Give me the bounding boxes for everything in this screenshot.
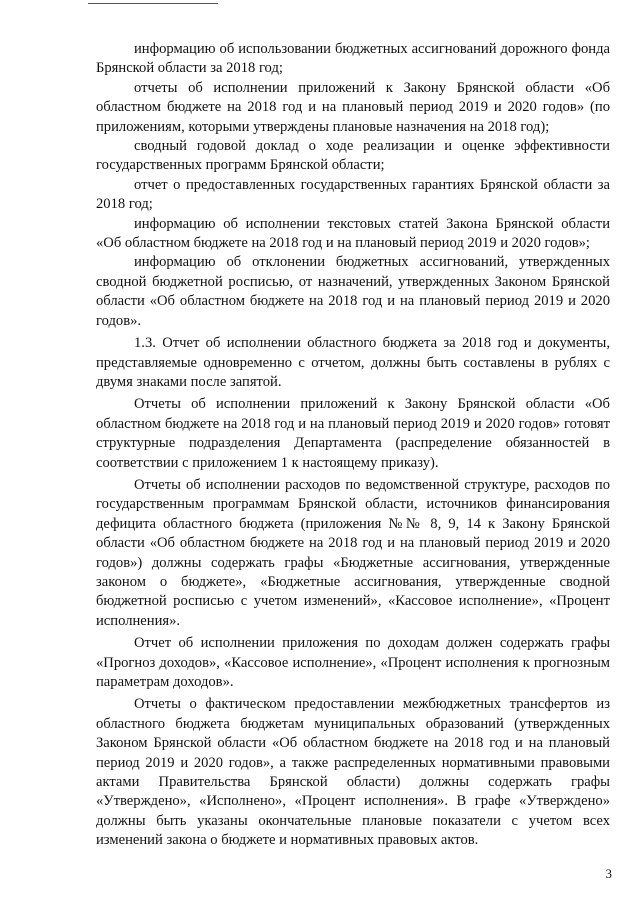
paragraph-deviations: информацию об отклонении бюджетных ассигнований, утвержденных сводной бюджетной росписью, от назначений, утвержденных Законом Брянской области «Об областном бюджете на 2018 год и на плановый период 2019 и 2020 годов».: [96, 254, 610, 329]
document-body: [96, 40, 610, 851]
paragraph-transfers-report: Отчеты о фактическом предоставлении межбюджетных трансфертов из областного бюджета бюджетам муниципальных образований (утвержденных Законом Брянской области «Об областном бюджете на 2018 год и на плановый период 2019 и 2020 годов», а также распределенных нормативными правовыми актами Правительства Брянской области) должны содержать графы «Утверждено», «Исполнено», «Процент исполнения». В графе «Утверждено» должны быть указаны окончательные плановые показатели с учетом всех изменений закона о бюджете и нормативных правовых актов.: [96, 696, 610, 849]
paragraph-text-articles: информацию об исполнении текстовых статей Закона Брянской области «Об областном бюджете на 2018 год и на плановый период 2019 и 2020 годов»;: [96, 215, 610, 252]
paragraph-law-appendices-reports: отчеты об исполнении приложений к Закону Брянской области «Об областном бюджете на 2018 год и на плановый период 2019 и 2020 годов» (по приложениям, которыми утверждены плановые назначения на 2018 год);: [96, 79, 610, 135]
paragraph-section-1-3: 1.3. Отчет об исполнении областного бюджета за 2018 год и документы, представляемые одновременно с отчетом, должны быть составлены в рублях с двумя знаками после запятой.: [96, 335, 610, 390]
paragraph-structural-units: Отчеты об исполнении приложений к Закону Брянской области «Об областном бюджете на 2018 год и на плановый период 2019 и 2020 годов» готовят структурные подразделения Департамента (распределение обязанностей в соответствии с приложением 1 к настоящему приказу).: [96, 396, 610, 471]
top-rule: [88, 3, 218, 4]
paragraph-state-guarantees: отчет о предоставленных государственных гарантиях Брянской области за 2018 год;: [96, 176, 610, 213]
paragraph-expenditure-reports: Отчеты об исполнении расходов по ведомственной структуре, расходов по государственным программам Брянской области, источников финансирования дефицита областного бюджета (приложения №№ 8, 9, 14 к Закону Брянской области «Об областном бюджете на 2018 год и на плановый период 2019 и 2020 годов») должны содержать графы «Бюджетные ассигнования, утвержденные законом о бюджете», «Бюджетные ассигнования, утвержденные сводной бюджетной росписью с учетом изменений», «Кассовое исполнение», «Процент исполнения».: [96, 476, 610, 629]
paragraph-road-fund: информацию об использовании бюджетных ассигнований дорожного фонда Брянской области за 2018 год;: [96, 41, 610, 77]
paragraph-annual-report: сводный годовой доклад о ходе реализации и оценке эффективности государственных программ Брянской области;: [96, 138, 610, 174]
page-number: 3: [605, 866, 612, 881]
paragraph-revenue-report: Отчет об исполнении приложения по доходам должен содержать графы «Прогноз доходов», «Кассовое исполнение», «Процент исполнения к прогнозным параметрам доходов».: [96, 635, 610, 690]
